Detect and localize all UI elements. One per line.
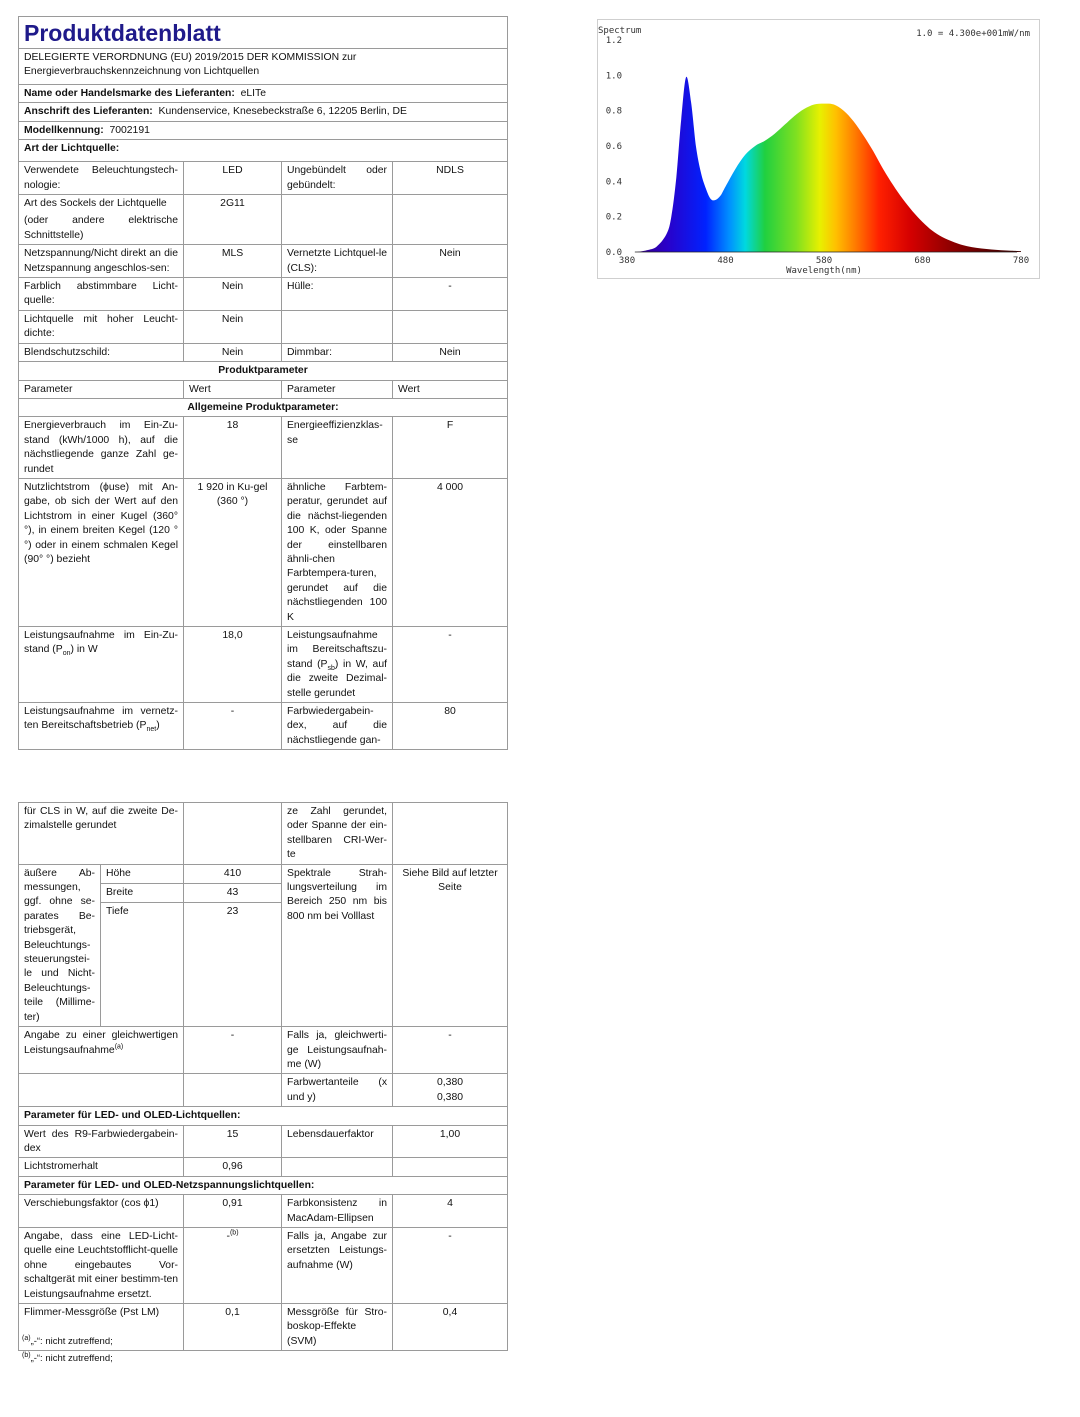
empty-cell [282,195,393,245]
equiv-sup: (a) [114,1043,124,1051]
datasheet-table-1 [18,16,508,750]
width-label: Breite [101,883,184,902]
cap-value: 2G11 [184,195,282,245]
chart-annotation: 1.0 = 4.300e+001mW/nm [916,29,1030,39]
empty-cell [282,310,393,343]
spectrum-area [637,77,1021,252]
technology-value: LED [184,162,282,195]
regulation-text: DELEGIERTE VERORDNUNG (EU) 2019/2015 DER KOMMISSION zur Energieverbrauchskennzeichnung von Lichtquellen [19,49,508,85]
x-tick-label: 780 [1012,256,1030,266]
power-on-sub: on [62,650,71,658]
supplier-name-label: Name oder Handelsmarke des Lieferanten: [24,88,235,99]
replace-sup: (b) [229,1229,239,1237]
colour-tunable-label: Farblich abstimmbare Licht-quelle: [19,278,184,311]
energy-label: Energieverbrauch im Ein-Zu-stand (kWh/1000 h), auf die nächstliegende ganze Zahl ge-rundet [19,417,184,479]
equiv-value: - [184,1027,282,1074]
depth-value: 23 [184,903,282,1027]
empty-cell [393,1158,508,1176]
standby-label-a: Leistungsaufnahme im Bereitschaftszu-stand (P [287,630,387,670]
flux-label: Nutzlichtstrom (ϕuse) mit An-gabe, ob sich der Wert auf den Lichtstrom in einer Kugel (360° °), in einem breiten Kegel (120 °°) oder in einem schmalen Kegel (90° °) bezieht [19,478,184,626]
light-source-type-heading: Art der Lichtquelle: [19,140,508,162]
cap-label-2: (oder andere elektrische Schnittstelle) [24,215,178,241]
replace-power-value: - [393,1227,508,1303]
flicker-value: 0,1 [184,1304,282,1351]
dimmable-value: Nein [393,343,508,361]
standby-value: - [393,627,508,703]
chart-title: Spectrum [598,26,642,36]
col-header-value: Wert [184,380,282,398]
stroboscopic-value: 0,4 [393,1304,508,1351]
lumen-maint-label: Lichtstromerhalt [19,1158,184,1176]
equiv-power-value: - [393,1027,508,1074]
dimmable-label: Dimmbar: [282,343,393,361]
height-label: Höhe [101,864,184,883]
connected-value: Nein [393,245,508,278]
net-standby-cont: für CLS in W, auf die zweite De-zimalstelle gerundet [19,803,184,865]
replace-value-cell [184,1227,282,1303]
empty-cell [393,310,508,343]
x-tick-label: 380 [618,256,636,266]
technology-label: Verwendete Beleuchtungstech-nologie: [19,162,184,195]
mains-value: MLS [184,245,282,278]
lumen-maint-value: 0,96 [184,1158,282,1176]
net-standby-sub: net [146,726,157,734]
envelope-value: - [393,278,508,311]
chromaticity-x: 0,380 [437,1077,464,1089]
y-tick-label: 1.0 [605,71,622,82]
col-header-value: Wert [393,380,508,398]
page-title: Produktdatenblatt [19,17,508,49]
model-label: Modellkennung: [24,124,104,136]
supplier-address-label: Anschrift des Lieferanten: [24,106,153,118]
cct-label: ähnliche Farbtem-peratur, gerundet auf die nächst-liegenden 100 K, oder Spanne der einstellbaren ähnli-chen Farbtempera-turen, gerundet auf die nächstliegenden 100 K [282,478,393,626]
replace-power-label: Falls ja, Angabe zur ersetzten Leistungs-aufnahme (W) [282,1227,393,1303]
anti-glare-label: Blendschutzschild: [19,343,184,361]
y-tick-label: 0.8 [605,106,622,117]
datasheet-part-1 [18,16,507,750]
net-standby-label-b: ) [156,720,160,732]
colour-tunable-value: Nein [184,278,282,311]
net-standby-label [19,703,184,750]
cct-value: 4 000 [393,478,508,626]
footnote-a [22,1333,113,1350]
flicker-label: Flimmer-Messgröße (Pst LM) [19,1304,184,1351]
mains-led-params-heading: Parameter für LED- und OLED-Netzspannungslichtquellen: [19,1176,508,1194]
cri-value: 80 [393,703,508,750]
empty-cell [282,1158,393,1176]
cap-type-cell [19,195,184,245]
power-on-value: 18,0 [184,627,282,703]
footnote-b-text: „-“: nicht zutreffend; [30,1353,113,1364]
chromaticity-label: Farbwertanteile (x und y) [282,1074,393,1107]
displacement-value: 0,91 [184,1195,282,1228]
equiv-power-label: Falls ja, gleichwerti-ge Leistungsaufnah-me (W) [282,1027,393,1074]
footnotes [22,1333,113,1367]
survival-value: 1,00 [393,1125,508,1158]
y-tick-label: 1.2 [605,36,622,46]
model-row [19,121,508,139]
chromaticity-value [393,1074,508,1107]
envelope-label: Hülle: [282,278,393,311]
y-tick-label: 0.4 [605,177,622,188]
displacement-label: Verschiebungsfaktor (cos ϕ1) [19,1195,184,1228]
y-axis-ticks [606,36,622,258]
empty-cell [393,195,508,245]
energy-value: 18 [184,417,282,479]
x-tick-label: 580 [815,256,833,266]
replace-label: Angabe, dass eine LED-Licht-quelle eine Leuchtstofflicht-quelle ohne eingebautes Vor-schaltgerät mit einer bestimm-ten Leistungsaufnahme ersetzt. [19,1227,184,1303]
y-tick-label: 0.2 [605,212,622,223]
standby-sub: sb [327,664,335,672]
standby-label-b: ) in W, auf die zweite Dezimal-stelle gerundet [287,658,387,699]
empty-cell [184,1074,282,1107]
width-value: 43 [184,883,282,902]
datasheet-table-2 [18,802,508,1351]
empty-cell [184,803,282,865]
cri-label: Farbwiedergabein-dex, auf die nächstliegende gan- [282,703,393,750]
supplier-address-value: Kundenservice, Knesebeckstraße 6, 12205 Berlin, DE [158,106,407,118]
replace-value: - [226,1230,230,1242]
r9-label: Wert des R9-Farbwiedergabein-dex [19,1125,184,1158]
x-axis-label: Wavelength(nm) [786,266,862,276]
depth-label: Tiefe [101,903,184,1027]
x-axis-ticks [619,256,1029,266]
spectrum-svg [598,20,1039,278]
mains-label: Netzspannung/Nicht direkt an die Netzspannung angeschlos-sen: [19,245,184,278]
high-luminance-label: Lichtquelle mit hoher Leucht-dichte: [19,310,184,343]
x-tick-label: 480 [717,256,734,266]
eff-class-value: F [393,417,508,479]
supplier-address-row [19,103,508,121]
net-standby-value: - [184,703,282,750]
led-params-heading: Parameter für LED- und OLED-Lichtquellen: [19,1107,508,1125]
flux-value: 1 920 in Ku-gel (360 °) [184,478,282,626]
survival-label: Lebensdauerfaktor [282,1125,393,1158]
spd-value: Siehe Bild auf letzter Seite [393,864,508,1026]
equiv-label: Angabe zu einer gleichwertigen Leistungsaufnahme [24,1030,179,1056]
col-header-param: Parameter [19,380,184,398]
anti-glare-value: Nein [184,343,282,361]
y-tick-label: 0.6 [605,142,622,152]
col-header-param: Parameter [282,380,393,398]
net-standby-label-a: Leistungsaufnahme im vernetz-ten Bereitschaftsbetrieb (P [24,706,178,732]
empty-cell [393,803,508,865]
dims-label: äußere Ab-messungen, ggf. ohne se-parates Be-triebsgerät, Beleuchtungs-steuerungstei-le und Nicht-Beleuchtungs-teile (Millime-ter) [19,864,101,1026]
model-value: 7002191 [109,124,150,136]
spd-label: Spektrale Strah-lungsverteilung im Bereich 250 nm bis 800 nm bei Volllast [282,864,393,1026]
cap-label-1: Art des Sockels der Lichtquelle [24,198,167,210]
standby-label [282,627,393,703]
footnote-a-mark: (a) [22,1334,31,1342]
r9-value: 15 [184,1125,282,1158]
stroboscopic-label: Messgröße für Stro-boskop-Effekte (SVM) [282,1304,393,1351]
colour-consistency-value: 4 [393,1195,508,1228]
colour-consistency-label: Farbkonsistenz in MacAdam-Ellipsen [282,1195,393,1228]
high-luminance-value: Nein [184,310,282,343]
bundled-label: Ungebündelt oder gebündelt: [282,162,393,195]
power-on-label-b: ) in W [70,644,98,656]
product-params-heading: Produktparameter [19,362,508,380]
connected-label: Vernetzte Lichtquel-le (CLS): [282,245,393,278]
general-params-heading: Allgemeine Produktparameter: [19,398,508,416]
equiv-label-cell [19,1027,184,1074]
bundled-value: NDLS [393,162,508,195]
cri-cont: ze Zahl gerundet, oder Spanne der ein-stellbaren CRI-Wer-te [282,803,393,865]
footnote-a-text: „-“: nicht zutreffend; [30,1336,113,1347]
supplier-name-value: eLITe [240,88,266,99]
power-on-label [19,627,184,703]
footnote-b [22,1350,113,1367]
supplier-name-row [19,85,508,103]
spectrum-chart [597,19,1040,279]
datasheet-part-2 [18,802,507,1351]
power-on-label-a: Leistungsaufnahme im Ein-Zu-stand (P [24,630,178,656]
footnote-b-mark: (b) [22,1351,31,1359]
eff-class-label: Energieeffizienzklas-se [282,417,393,479]
chromaticity-y: 0,380 [437,1091,464,1103]
height-value: 410 [184,864,282,883]
x-tick-label: 680 [914,256,931,266]
empty-cell [19,1074,184,1107]
y-tick-label: 0.0 [605,248,622,258]
